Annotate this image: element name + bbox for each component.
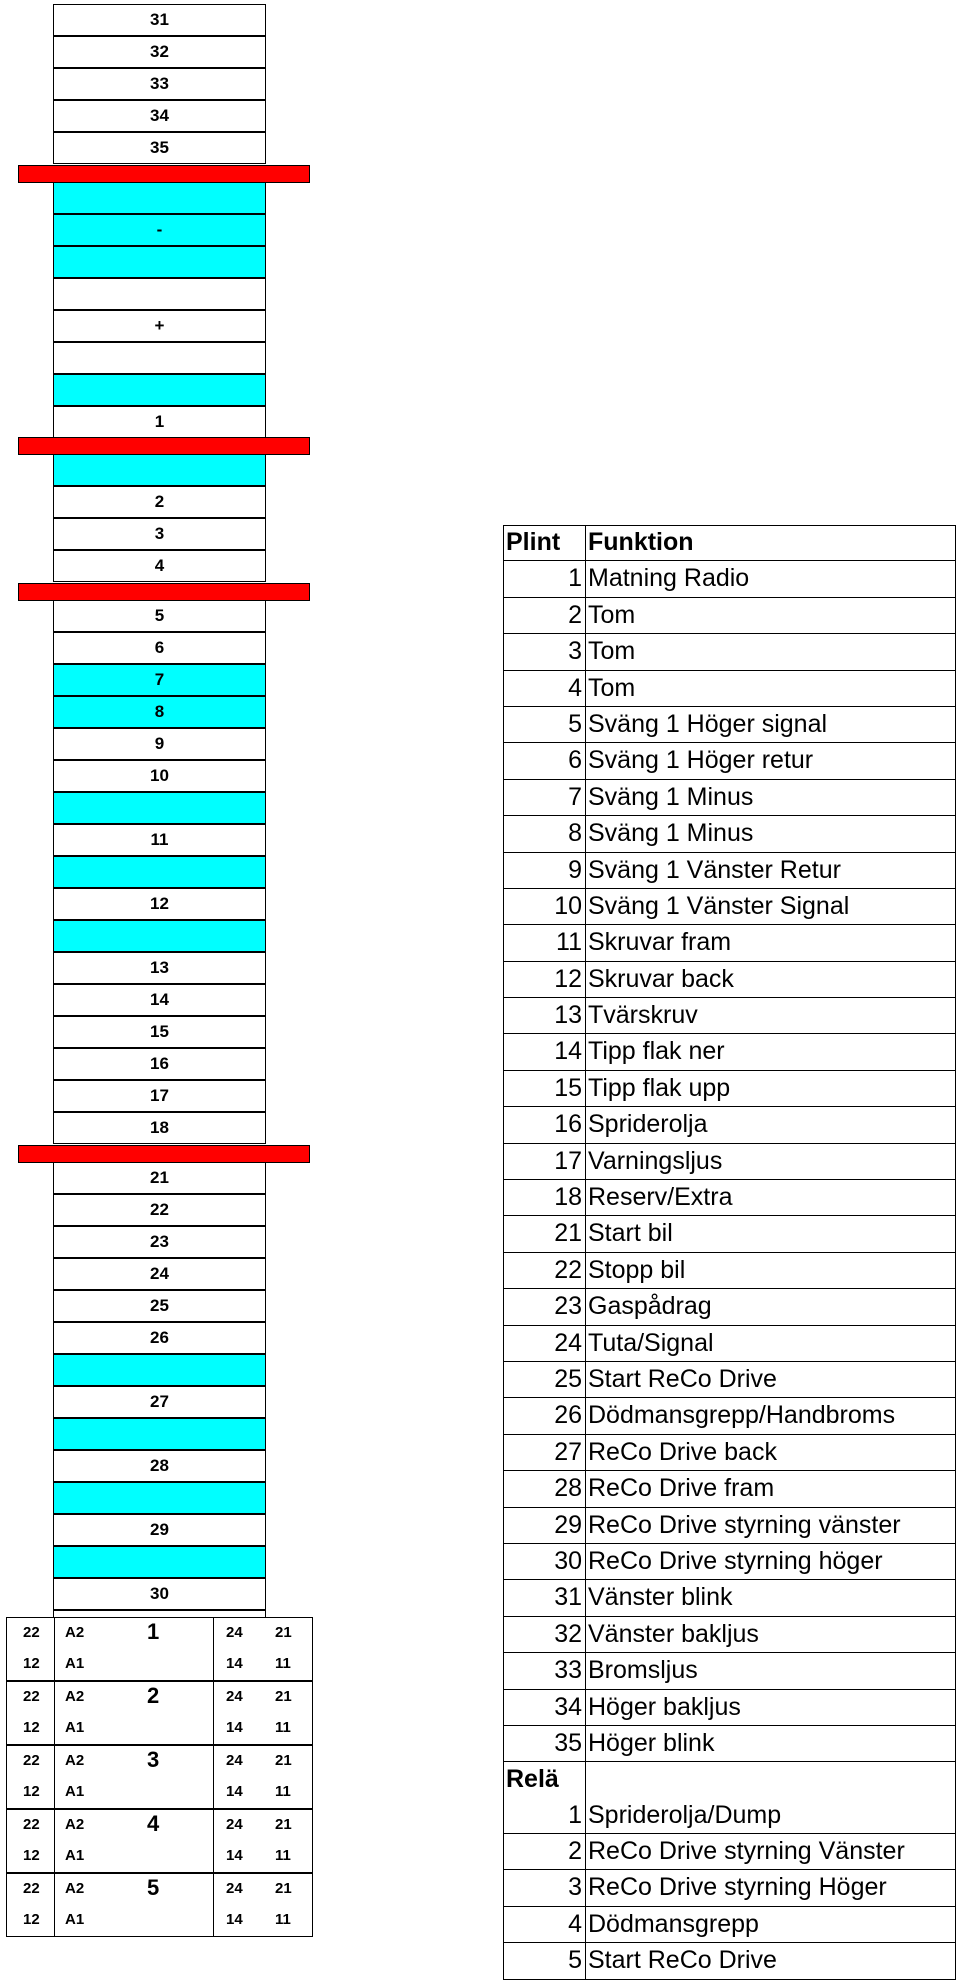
legend-function: Sväng 1 Minus [588, 782, 754, 811]
legend-plint-number: 11 [556, 928, 582, 957]
relay-pin-label: 11 [275, 1911, 291, 1928]
relay-pin-label: 14 [226, 1783, 243, 1800]
relay-pin-label: 21 [275, 1816, 292, 1833]
legend-function: Varningsljus [588, 1146, 723, 1175]
legend-plint-number: 16 [554, 1110, 582, 1139]
legend-plint-number: 4 [568, 673, 582, 702]
legend-function: Start ReCo Drive [588, 1946, 777, 1975]
relay-pin-label: 14 [226, 1719, 243, 1736]
relay-pin-label: A2 [65, 1688, 85, 1705]
relay-pin-label: 12 [23, 1847, 40, 1864]
legend-function: ReCo Drive fram [588, 1474, 775, 1503]
relay-1-top-row [6, 1617, 313, 1649]
legend-function: Sväng 1 Vänster Retur [588, 855, 841, 884]
relay-pin-label: 14 [226, 1655, 243, 1672]
legend-function: Stopp bil [588, 1255, 686, 1284]
relay-pin-label: 12 [23, 1911, 40, 1928]
terminal-32: 32 [53, 36, 266, 68]
terminal-blank [53, 278, 266, 310]
relay-pin-label: A1 [65, 1719, 85, 1736]
legend-function: Sväng 1 Höger signal [588, 709, 828, 738]
terminal-blank [53, 1354, 266, 1386]
terminal-blank [53, 856, 266, 888]
terminal-16: 16 [53, 1048, 266, 1080]
relay-number: 5 [147, 1875, 160, 1900]
relay-pin-label: 21 [275, 1688, 292, 1705]
relay-pin-label: A2 [65, 1880, 85, 1897]
legend-plint-number: 22 [554, 1255, 582, 1284]
legend-function: Sväng 1 Minus [588, 819, 754, 848]
terminal-13: 13 [53, 952, 266, 984]
relay-pin-label: 12 [23, 1783, 40, 1800]
legend-plint-number: 6 [568, 746, 582, 775]
legend-header-funktion: Funktion [588, 528, 694, 556]
legend-plint-number: 17 [554, 1146, 582, 1175]
legend-plint-number: 1 [568, 1800, 582, 1829]
terminal-26: 26 [53, 1322, 266, 1354]
legend-function: ReCo Drive styrning höger [588, 1546, 883, 1575]
legend-function: ReCo Drive styrning Vänster [588, 1837, 905, 1866]
legend-function: Skruvar back [588, 964, 734, 993]
separator-bar [18, 1145, 310, 1163]
terminal-blank [53, 454, 266, 486]
relay-pin-label: 22 [23, 1816, 40, 1833]
relay-divider [54, 1777, 55, 1808]
legend-plint-number: 18 [554, 1183, 582, 1212]
legend-plint-number: 23 [554, 1292, 582, 1321]
terminal-17: 17 [53, 1080, 266, 1112]
relay-pin-label: A2 [65, 1624, 85, 1641]
terminal-blank [53, 1418, 266, 1450]
legend-function: ReCo Drive back [588, 1437, 777, 1466]
legend-header-plint: Plint [506, 528, 561, 556]
legend-plint-number: 14 [554, 1037, 582, 1066]
terminal-25: 25 [53, 1290, 266, 1322]
terminal-minus: - [53, 214, 266, 246]
relay-pin-label: 14 [226, 1847, 243, 1864]
terminal-28: 28 [53, 1450, 266, 1482]
relay-pin-label: 14 [226, 1911, 243, 1928]
legend-plint-number: 7 [568, 782, 582, 811]
relay-divider [213, 1810, 214, 1841]
terminal-blank [53, 182, 266, 214]
terminal-plus: + [53, 310, 266, 342]
legend-function: Tipp flak ner [588, 1037, 725, 1066]
relay-divider [213, 1746, 214, 1777]
terminal-7: 7 [53, 664, 266, 696]
terminal-34: 34 [53, 100, 266, 132]
separator-bar [18, 583, 310, 601]
terminal-9: 9 [53, 728, 266, 760]
terminal-blank [53, 1482, 266, 1514]
terminal-legend-table [503, 525, 956, 1980]
legend-function: Skruvar fram [588, 928, 732, 957]
legend-function: Höger blink [588, 1728, 715, 1757]
legend-plint-number: 4 [568, 1909, 582, 1938]
legend-plint-number: 21 [554, 1219, 582, 1248]
relay-block [6, 1617, 313, 1937]
legend-plint-number: 26 [554, 1401, 582, 1430]
legend-plint-number: 2 [568, 1837, 582, 1866]
relay-divider [54, 1841, 55, 1872]
terminal-29: 29 [53, 1514, 266, 1546]
relay-5-bottom-row [6, 1905, 313, 1937]
relay-divider [213, 1777, 214, 1808]
terminal-4: 4 [53, 550, 266, 582]
relay-divider [54, 1618, 55, 1649]
relay-divider [54, 1713, 55, 1744]
legend-function: ReCo Drive styrning vänster [588, 1510, 901, 1539]
relay-2-top-row [6, 1681, 313, 1713]
terminal-18: 18 [53, 1112, 266, 1144]
legend-plint-number: 12 [554, 964, 582, 993]
relay-number: 3 [147, 1747, 160, 1772]
legend-plint-number: 25 [554, 1364, 582, 1393]
terminal-14: 14 [53, 984, 266, 1016]
terminal-23: 23 [53, 1226, 266, 1258]
relay-pin-label: 22 [23, 1880, 40, 1897]
legend-function: Bromsljus [588, 1656, 698, 1685]
relay-pin-label: 21 [275, 1880, 292, 1897]
relay-2-bottom-row [6, 1713, 313, 1745]
separator-bar [18, 437, 310, 455]
legend-function: Höger bakljus [588, 1692, 741, 1721]
relay-3-top-row [6, 1745, 313, 1777]
legend-function: Tvärskruv [588, 1001, 698, 1030]
relay-pin-label: 24 [226, 1752, 243, 1769]
terminal-12: 12 [53, 888, 266, 920]
legend-function: Tipp flak upp [588, 1073, 731, 1102]
relay-pin-label: 12 [23, 1719, 40, 1736]
legend-plint-number: 31 [554, 1583, 582, 1612]
legend-plint-number: 27 [554, 1437, 582, 1466]
legend-function: Start bil [588, 1219, 673, 1248]
relay-pin-label: 12 [23, 1655, 40, 1672]
legend-function: Sväng 1 Vänster Signal [588, 891, 850, 920]
terminal-31: 31 [53, 4, 266, 36]
legend-plint-number: 13 [554, 1001, 582, 1030]
terminal-27: 27 [53, 1386, 266, 1418]
legend-function: Dödmansgrepp [588, 1909, 759, 1938]
terminal-blank [53, 342, 266, 374]
legend-plint-number: 32 [554, 1619, 582, 1648]
relay-divider [213, 1874, 214, 1905]
terminal-5: 5 [53, 600, 266, 632]
relay-number: 4 [147, 1811, 160, 1836]
terminal-blank [53, 246, 266, 278]
legend-plint-number: 28 [554, 1474, 582, 1503]
legend-plint-number: 10 [554, 891, 582, 920]
relay-pin-label: 22 [23, 1624, 40, 1641]
relay-pin-label: 11 [275, 1783, 291, 1800]
relay-divider [54, 1649, 55, 1680]
relay-divider [213, 1905, 214, 1936]
relay-divider [54, 1682, 55, 1713]
legend-function: Vänster blink [588, 1583, 733, 1612]
legend-function: Start ReCo Drive [588, 1364, 777, 1393]
legend-function: Tom [588, 673, 636, 702]
relay-pin-label: 21 [275, 1624, 292, 1641]
separator-bar [18, 165, 310, 183]
legend-plint-number: 24 [554, 1328, 582, 1357]
terminal-30: 30 [53, 1578, 266, 1610]
legend-function: ReCo Drive styrning Höger [588, 1873, 887, 1902]
legend-function: Matning Radio [588, 564, 750, 593]
relay-divider [213, 1841, 214, 1872]
relay-pin-label: 11 [275, 1847, 291, 1864]
relay-pin-label: A1 [65, 1783, 85, 1800]
terminal-21: 21 [53, 1162, 266, 1194]
relay-pin-label: 24 [226, 1816, 243, 1833]
terminal-22: 22 [53, 1194, 266, 1226]
legend-plint-number: 1 [568, 564, 582, 593]
terminal-8: 8 [53, 696, 266, 728]
legend-plint-number: 29 [554, 1510, 582, 1539]
relay-pin-label: 11 [275, 1655, 291, 1672]
terminal-blank [53, 920, 266, 952]
legend-function: Vänster bakljus [588, 1619, 759, 1648]
relay-5-top-row [6, 1873, 313, 1905]
relay-divider [54, 1746, 55, 1777]
terminal-2: 2 [53, 486, 266, 518]
relay-pin-label: 21 [275, 1752, 292, 1769]
relay-divider [213, 1618, 214, 1649]
terminal-3: 3 [53, 518, 266, 550]
relay-1-bottom-row [6, 1649, 313, 1681]
terminal-24: 24 [53, 1258, 266, 1290]
relay-pin-label: A2 [65, 1752, 85, 1769]
legend-function: Tuta/Signal [588, 1328, 714, 1357]
relay-pin-label: 24 [226, 1624, 243, 1641]
legend-plint-number: 5 [568, 1946, 582, 1975]
legend-plint-number: 2 [568, 600, 582, 629]
legend-function: Spriderolja/Dump [588, 1800, 782, 1829]
relay-pin-label: 24 [226, 1880, 243, 1897]
terminal-35: 35 [53, 132, 266, 164]
legend-function: Gaspådrag [588, 1292, 712, 1321]
relay-divider [54, 1810, 55, 1841]
relay-pin-label: 24 [226, 1688, 243, 1705]
relay-divider [213, 1713, 214, 1744]
relay-pin-label: A1 [65, 1655, 85, 1672]
terminal-1: 1 [53, 406, 266, 438]
legend-frame [503, 525, 956, 1980]
relay-4-top-row [6, 1809, 313, 1841]
legend-plint-number: 35 [554, 1728, 582, 1757]
legend-plint-number: 8 [568, 819, 582, 848]
legend-plint-number: 33 [554, 1656, 582, 1685]
relay-divider [54, 1905, 55, 1936]
relay-divider [213, 1649, 214, 1680]
legend-function: Reserv/Extra [588, 1183, 733, 1212]
legend-plint-number: 5 [568, 709, 582, 738]
relay-pin-label: 11 [275, 1719, 291, 1736]
legend-plint-number: 30 [554, 1546, 582, 1575]
legend-column-divider [585, 525, 586, 1980]
legend-plint-number: 15 [554, 1073, 582, 1102]
terminal-33: 33 [53, 68, 266, 100]
relay-number: 1 [147, 1619, 160, 1644]
relay-number: 2 [147, 1683, 160, 1708]
relay-divider [54, 1874, 55, 1905]
terminal-blank [53, 792, 266, 824]
terminal-10: 10 [53, 760, 266, 792]
legend-plint-number: 3 [568, 637, 582, 666]
relay-pin-label: 22 [23, 1688, 40, 1705]
relay-divider [213, 1682, 214, 1713]
legend-header-plint: Relä [506, 1765, 559, 1794]
legend-function: Tom [588, 637, 636, 666]
terminal-11: 11 [53, 824, 266, 856]
legend-function: Dödmansgrepp/Handbroms [588, 1401, 896, 1430]
terminal-6: 6 [53, 632, 266, 664]
legend-function: Spriderolja [588, 1110, 708, 1139]
relay-pin-label: 22 [23, 1752, 40, 1769]
terminal-blank [53, 1546, 266, 1578]
relay-3-bottom-row [6, 1777, 313, 1809]
terminal-15: 15 [53, 1016, 266, 1048]
relay-4-bottom-row [6, 1841, 313, 1873]
legend-function: Tom [588, 600, 636, 629]
relay-pin-label: A2 [65, 1816, 85, 1833]
legend-plint-number: 9 [568, 855, 582, 884]
legend-function: Sväng 1 Höger retur [588, 746, 814, 775]
terminal-blank [53, 374, 266, 406]
legend-plint-number: 3 [568, 1873, 582, 1902]
relay-pin-label: A1 [65, 1847, 85, 1864]
legend-plint-number: 34 [554, 1692, 582, 1721]
relay-pin-label: A1 [65, 1911, 85, 1928]
